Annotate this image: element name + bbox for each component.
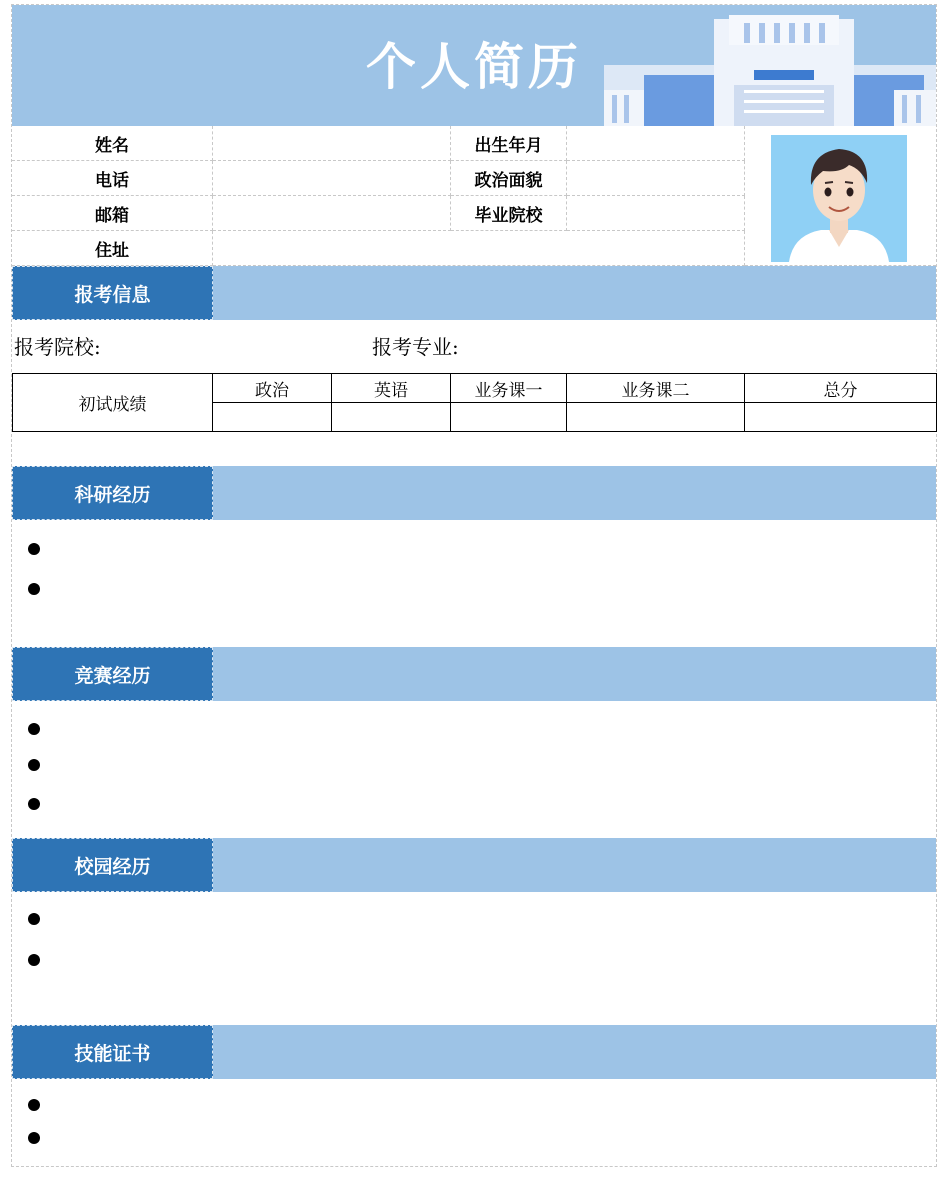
score-course2-value[interactable] — [567, 403, 745, 432]
section-skills — [12, 1025, 936, 1079]
section-research — [12, 466, 936, 520]
list-bullet — [28, 913, 40, 925]
section-competition — [12, 647, 936, 701]
school-value[interactable] — [567, 196, 745, 231]
politics-label: 政治面貌 — [451, 161, 567, 196]
name-value[interactable] — [213, 126, 451, 161]
score-header: 总分 — [745, 374, 937, 403]
page-title: 个人简历 — [366, 38, 582, 96]
list-bullet — [28, 759, 40, 771]
score-header: 政治 — [213, 374, 332, 403]
section-research-title: 科研经历 — [12, 466, 213, 520]
section-campus — [12, 838, 936, 892]
birth-label: 出生年月 — [451, 126, 567, 161]
section-campus-title: 校园经历 — [12, 838, 213, 892]
section-apply-title: 报考信息 — [12, 266, 213, 320]
email-label: 邮箱 — [12, 196, 213, 231]
apply-major-label: 报考专业: — [372, 335, 459, 359]
phone-label: 电话 — [12, 161, 213, 196]
score-row-label: 初试成绩 — [13, 374, 213, 432]
school-label: 毕业院校 — [451, 196, 567, 231]
score-header: 业务课一 — [451, 374, 567, 403]
birth-value[interactable] — [567, 126, 745, 161]
header-banner — [12, 5, 936, 126]
score-header: 业务课二 — [567, 374, 745, 403]
section-skills-title: 技能证书 — [12, 1025, 213, 1079]
score-table — [12, 373, 937, 432]
list-bullet — [28, 798, 40, 810]
politics-value[interactable] — [567, 161, 745, 196]
list-bullet — [28, 723, 40, 735]
building-illustration — [604, 15, 936, 126]
phone-value[interactable] — [213, 161, 451, 196]
score-course1-value[interactable] — [451, 403, 567, 432]
score-header: 英语 — [332, 374, 451, 403]
score-english-value[interactable] — [332, 403, 451, 432]
list-bullet — [28, 583, 40, 595]
score-total-value[interactable] — [745, 403, 937, 432]
list-bullet — [28, 543, 40, 555]
list-bullet — [28, 1132, 40, 1144]
address-label: 住址 — [12, 231, 213, 266]
resume-page — [11, 4, 937, 1167]
name-label: 姓名 — [12, 126, 213, 161]
email-value[interactable] — [213, 196, 451, 231]
list-bullet — [28, 954, 40, 966]
address-value[interactable] — [213, 231, 745, 266]
avatar-photo — [771, 135, 907, 262]
section-apply — [12, 266, 936, 320]
list-bullet — [28, 1099, 40, 1111]
section-competition-title: 竞赛经历 — [12, 647, 213, 701]
score-politics-value[interactable] — [213, 403, 332, 432]
apply-school-label: 报考院校: — [14, 335, 101, 359]
